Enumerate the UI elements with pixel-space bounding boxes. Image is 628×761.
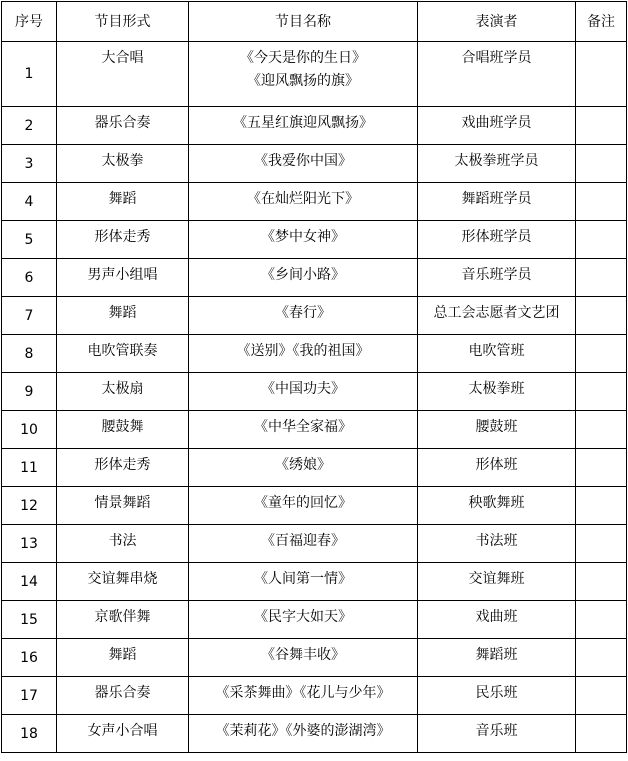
cell-no: 15 xyxy=(2,601,57,639)
cell-no: 17 xyxy=(2,677,57,715)
program-title: 《人间第一情》 xyxy=(254,571,352,587)
cell-performer-text: 形体班 xyxy=(475,457,518,473)
table-row xyxy=(2,411,627,449)
cell-form-text: 舞蹈 xyxy=(108,647,137,663)
cell-title xyxy=(189,145,418,183)
cell-title xyxy=(189,487,418,525)
cell-performer-text: 戏曲班学员 xyxy=(461,115,532,131)
cell-note xyxy=(576,373,627,411)
program-title: 《童年的回忆》 xyxy=(254,495,352,511)
cell-form-text: 书法 xyxy=(108,533,137,549)
program-title: 《送别》《我的祖国》 xyxy=(236,343,370,359)
cell-performer-text: 合唱班学员 xyxy=(461,50,532,66)
cell-no: 12 xyxy=(2,487,57,525)
cell-note xyxy=(576,183,627,221)
cell-note xyxy=(576,449,627,487)
program-title: 《谷舞丰收》 xyxy=(261,647,345,663)
cell-performer-text: 音乐班 xyxy=(475,723,518,739)
cell-note xyxy=(576,715,627,753)
cell-note xyxy=(576,221,627,259)
table-row xyxy=(2,449,627,487)
cell-title xyxy=(189,297,418,335)
cell-note xyxy=(576,525,627,563)
cell-performer-text: 戏曲班 xyxy=(475,609,518,625)
cell-performer xyxy=(418,639,576,677)
cell-form-text: 腰鼓舞 xyxy=(101,419,144,435)
program-title: 《梦中女神》 xyxy=(261,229,345,245)
cell-title xyxy=(189,107,418,145)
cell-performer-text: 腰鼓班 xyxy=(475,419,518,435)
cell-performer-text: 舞蹈班 xyxy=(475,647,518,663)
cell-form-text: 形体走秀 xyxy=(94,229,151,245)
table-row xyxy=(2,145,627,183)
program-title: 《五星红旗迎风飘扬》 xyxy=(233,115,373,131)
cell-title xyxy=(189,677,418,715)
cell-performer xyxy=(418,42,576,107)
cell-title xyxy=(189,563,418,601)
cell-title xyxy=(189,221,418,259)
cell-form xyxy=(57,373,189,411)
program-title: 《我爱你中国》 xyxy=(254,153,352,169)
program-title: 《民字大如天》 xyxy=(254,609,352,625)
program-title: 《采茶舞曲》《花儿与少年》 xyxy=(215,685,391,701)
program-title: 《茉莉花》《外婆的澎湖湾》 xyxy=(215,723,391,739)
cell-form xyxy=(57,42,189,107)
cell-performer xyxy=(418,335,576,373)
cell-no: 10 xyxy=(2,411,57,449)
cell-performer xyxy=(418,373,576,411)
cell-note xyxy=(576,107,627,145)
cell-performer xyxy=(418,715,576,753)
cell-form xyxy=(57,145,189,183)
cell-no: 2 xyxy=(2,107,57,145)
program-title: 《春行》 xyxy=(275,305,331,321)
cell-note xyxy=(576,335,627,373)
cell-title xyxy=(189,411,418,449)
cell-no: 14 xyxy=(2,563,57,601)
cell-no: 1 xyxy=(2,42,57,107)
header-title: 节目名称 xyxy=(189,2,418,42)
table-row xyxy=(2,221,627,259)
cell-title xyxy=(189,373,418,411)
cell-form-text: 电吹管联奏 xyxy=(87,343,158,359)
cell-form xyxy=(57,449,189,487)
table-body xyxy=(2,42,627,753)
cell-no: 8 xyxy=(2,335,57,373)
cell-performer xyxy=(418,145,576,183)
cell-performer xyxy=(418,601,576,639)
cell-form xyxy=(57,677,189,715)
cell-title xyxy=(189,335,418,373)
cell-performer xyxy=(418,411,576,449)
cell-performer xyxy=(418,297,576,335)
cell-performer xyxy=(418,221,576,259)
cell-no: 7 xyxy=(2,297,57,335)
cell-performer xyxy=(418,259,576,297)
table-row xyxy=(2,107,627,145)
cell-no: 3 xyxy=(2,145,57,183)
cell-form xyxy=(57,183,189,221)
cell-form-text: 交谊舞串烧 xyxy=(87,571,158,587)
cell-performer-text: 舞蹈班学员 xyxy=(461,191,532,207)
program-title: 《绣娘》 xyxy=(275,457,331,473)
cell-performer xyxy=(418,487,576,525)
table-row xyxy=(2,601,627,639)
header-note: 备注 xyxy=(576,2,627,42)
cell-performer-text: 书法班 xyxy=(475,533,518,549)
cell-performer-text: 太极拳班 xyxy=(468,381,525,397)
cell-form-text: 大合唱 xyxy=(101,50,144,66)
table-row xyxy=(2,259,627,297)
header-row xyxy=(2,2,627,42)
cell-form-text: 器乐合奏 xyxy=(94,115,151,131)
program-table xyxy=(1,1,627,753)
cell-note xyxy=(576,259,627,297)
table-row xyxy=(2,297,627,335)
table-row xyxy=(2,487,627,525)
table-row xyxy=(2,525,627,563)
program-title: 《百福迎春》 xyxy=(261,533,345,549)
cell-form-text: 女声小合唱 xyxy=(87,723,158,739)
cell-title xyxy=(189,259,418,297)
cell-form xyxy=(57,221,189,259)
cell-performer-text: 形体班学员 xyxy=(461,229,532,245)
cell-note xyxy=(576,297,627,335)
cell-no: 13 xyxy=(2,525,57,563)
table-row xyxy=(2,715,627,753)
cell-note xyxy=(576,563,627,601)
cell-note xyxy=(576,639,627,677)
cell-title xyxy=(189,715,418,753)
cell-title xyxy=(189,525,418,563)
cell-form-text: 形体走秀 xyxy=(94,457,151,473)
cell-form xyxy=(57,525,189,563)
cell-no: 5 xyxy=(2,221,57,259)
cell-title xyxy=(189,449,418,487)
cell-performer xyxy=(418,525,576,563)
table-row xyxy=(2,373,627,411)
table-row xyxy=(2,335,627,373)
header-no: 序号 xyxy=(2,2,57,42)
cell-form xyxy=(57,107,189,145)
cell-performer xyxy=(418,449,576,487)
program-title: 《中华全家福》 xyxy=(254,419,352,435)
cell-note xyxy=(576,411,627,449)
cell-form xyxy=(57,563,189,601)
cell-performer-text: 秧歌舞班 xyxy=(468,495,525,511)
cell-form-text: 情景舞蹈 xyxy=(94,495,151,511)
cell-form-text: 京歌伴舞 xyxy=(94,609,151,625)
cell-performer xyxy=(418,183,576,221)
program-title: 《今天是你的生日》 xyxy=(240,50,366,66)
cell-no: 18 xyxy=(2,715,57,753)
cell-form-text: 男声小组唱 xyxy=(87,267,158,283)
cell-performer-text: 交谊舞班 xyxy=(468,571,525,587)
cell-form-text: 器乐合奏 xyxy=(94,685,151,701)
cell-performer xyxy=(418,677,576,715)
cell-note xyxy=(576,677,627,715)
cell-form xyxy=(57,259,189,297)
cell-title xyxy=(189,639,418,677)
cell-form-text: 舞蹈 xyxy=(108,191,137,207)
header-form: 节目形式 xyxy=(57,2,189,42)
cell-form-text: 太极扇 xyxy=(101,381,144,397)
cell-title xyxy=(189,183,418,221)
cell-no: 6 xyxy=(2,259,57,297)
header-performer: 表演者 xyxy=(418,2,576,42)
cell-performer-text: 总工会志愿者文艺团 xyxy=(433,305,560,321)
cell-performer xyxy=(418,107,576,145)
cell-performer xyxy=(418,563,576,601)
program-title: 《中国功夫》 xyxy=(261,381,345,397)
table-row xyxy=(2,183,627,221)
program-title: 《在灿烂阳光下》 xyxy=(247,191,359,207)
cell-form xyxy=(57,715,189,753)
cell-performer-text: 音乐班学员 xyxy=(461,267,532,283)
cell-title xyxy=(189,601,418,639)
cell-form xyxy=(57,601,189,639)
table-row xyxy=(2,677,627,715)
program-title: 《迎风飘扬的旗》 xyxy=(247,73,359,89)
cell-performer-text: 太极拳班学员 xyxy=(454,153,539,169)
cell-note xyxy=(576,487,627,525)
cell-performer-text: 民乐班 xyxy=(475,685,518,701)
cell-no: 4 xyxy=(2,183,57,221)
cell-no: 9 xyxy=(2,373,57,411)
cell-note xyxy=(576,145,627,183)
table-row xyxy=(2,563,627,601)
cell-title xyxy=(189,42,418,107)
program-title: 《乡间小路》 xyxy=(261,267,345,283)
cell-form xyxy=(57,411,189,449)
table-row xyxy=(2,42,627,107)
table-row xyxy=(2,639,627,677)
cell-no: 11 xyxy=(2,449,57,487)
cell-form-text: 太极拳 xyxy=(101,153,144,169)
cell-form xyxy=(57,335,189,373)
cell-note xyxy=(576,42,627,107)
cell-form xyxy=(57,639,189,677)
cell-form xyxy=(57,487,189,525)
cell-performer-text: 电吹管班 xyxy=(468,343,525,359)
cell-form-text: 舞蹈 xyxy=(108,305,137,321)
cell-note xyxy=(576,601,627,639)
cell-form xyxy=(57,297,189,335)
cell-no: 16 xyxy=(2,639,57,677)
